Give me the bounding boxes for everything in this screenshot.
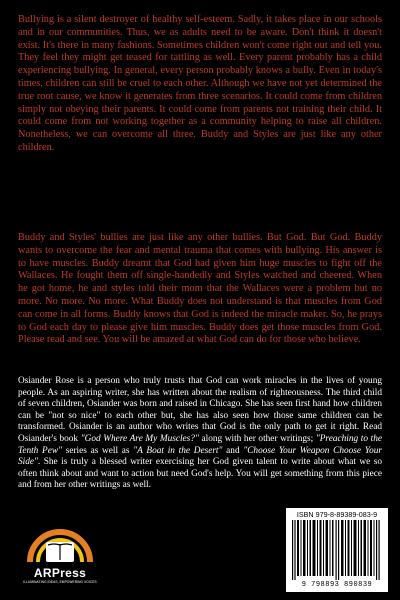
book-title-weapon: "Choose Your Weapon Choose Your Side" — [18, 445, 382, 468]
blurb-paragraph-1: Bullying is a silent destroyer of healthy self-esteem. Sadly, it takes place in our schools and in our communities. Thus, we as adults need to be aware. Don't think it doesn't exist. It's there in many fashions. Sometimes children won't come right out and tell you. They feel they might get teased for tattling as well. Every parent probably has a child experiencing bullying. In general, every person probably knows a bully. Even in today's times, children can still be cruel to each other. Although we have not yet determined the true root cause, we know it generates from three scenarios. It could come from children simply not obeying their parents. It could come from parents not training their child. It could come from not working together as a community helping to raise all children. Nonetheless, we can overcome all three. Buddy and Styles are just like any other children. — [18, 14, 382, 153]
publisher-tagline: ILLUMINATING IDEAS, EMPOWERING VOICES — [23, 580, 97, 584]
blurb-paragraph-2: Buddy and Styles' bullies are just like any other bullies. But God. But God. Buddy wants to overcome the fear and mental trauma that comes with bullying. His answer is to have muscles. Buddy dreamt that God had given him huge muscles to fight off the Wallaces. He fought them off single-handedly and Styles watched and cheered. When he got home, he and styles told their mom that the Wallaces were a problem but no more. No more. No more. What Buddy does not understand is that muscles from God can come in all forms. Buddy knows that God is indeed the miracle maker. So, he prays to God each day to please give him muscles. Buddy does get those muscles from God. Please read and see. You will be amazed at what God can do for those who believe. — [18, 232, 382, 346]
book-title-tenth-pew: "Preaching to the Tenth Pew" — [18, 433, 382, 456]
isbn-label: ISBN 979-8-89389-083-9 — [296, 510, 378, 519]
barcode-icon — [292, 520, 382, 580]
bio-text-1: Osiander Rose is a person who truly trusts that God can work miracles in the lives of young people. As an aspiring writer, she has written about the realism of righteousness. The third child of seven children, Osiander was born and raised in Chicago. She has seen first hand how children can be "not so nice" to each other but, she has also seen how those same children can be transformed. Osiander is an author who writes that God is the only path to get it right. Read Osiander's book — [18, 376, 382, 444]
barcode-number: 9 798893 890839 — [301, 581, 373, 589]
publisher-logo-text — [22, 566, 98, 584]
publisher-name: ARPress — [33, 566, 87, 580]
book-title-muscles: "God Where Are My Muscles?" — [80, 433, 199, 444]
bio-text-3: series as well as — [61, 445, 134, 456]
bio-text-2: along with her other writings; — [198, 433, 316, 444]
book-title-boat: "A Boat in the Desert" — [133, 445, 223, 456]
isbn-barcode — [286, 508, 388, 592]
author-bio — [18, 376, 382, 492]
bio-text-4: and — [222, 445, 244, 456]
bio-text-5: . She is truly a blessed writer exercising her God given talent to write about what we so often think about and want to action but need God's help. You will get something from this piece and from her other writings as well. — [18, 457, 382, 491]
